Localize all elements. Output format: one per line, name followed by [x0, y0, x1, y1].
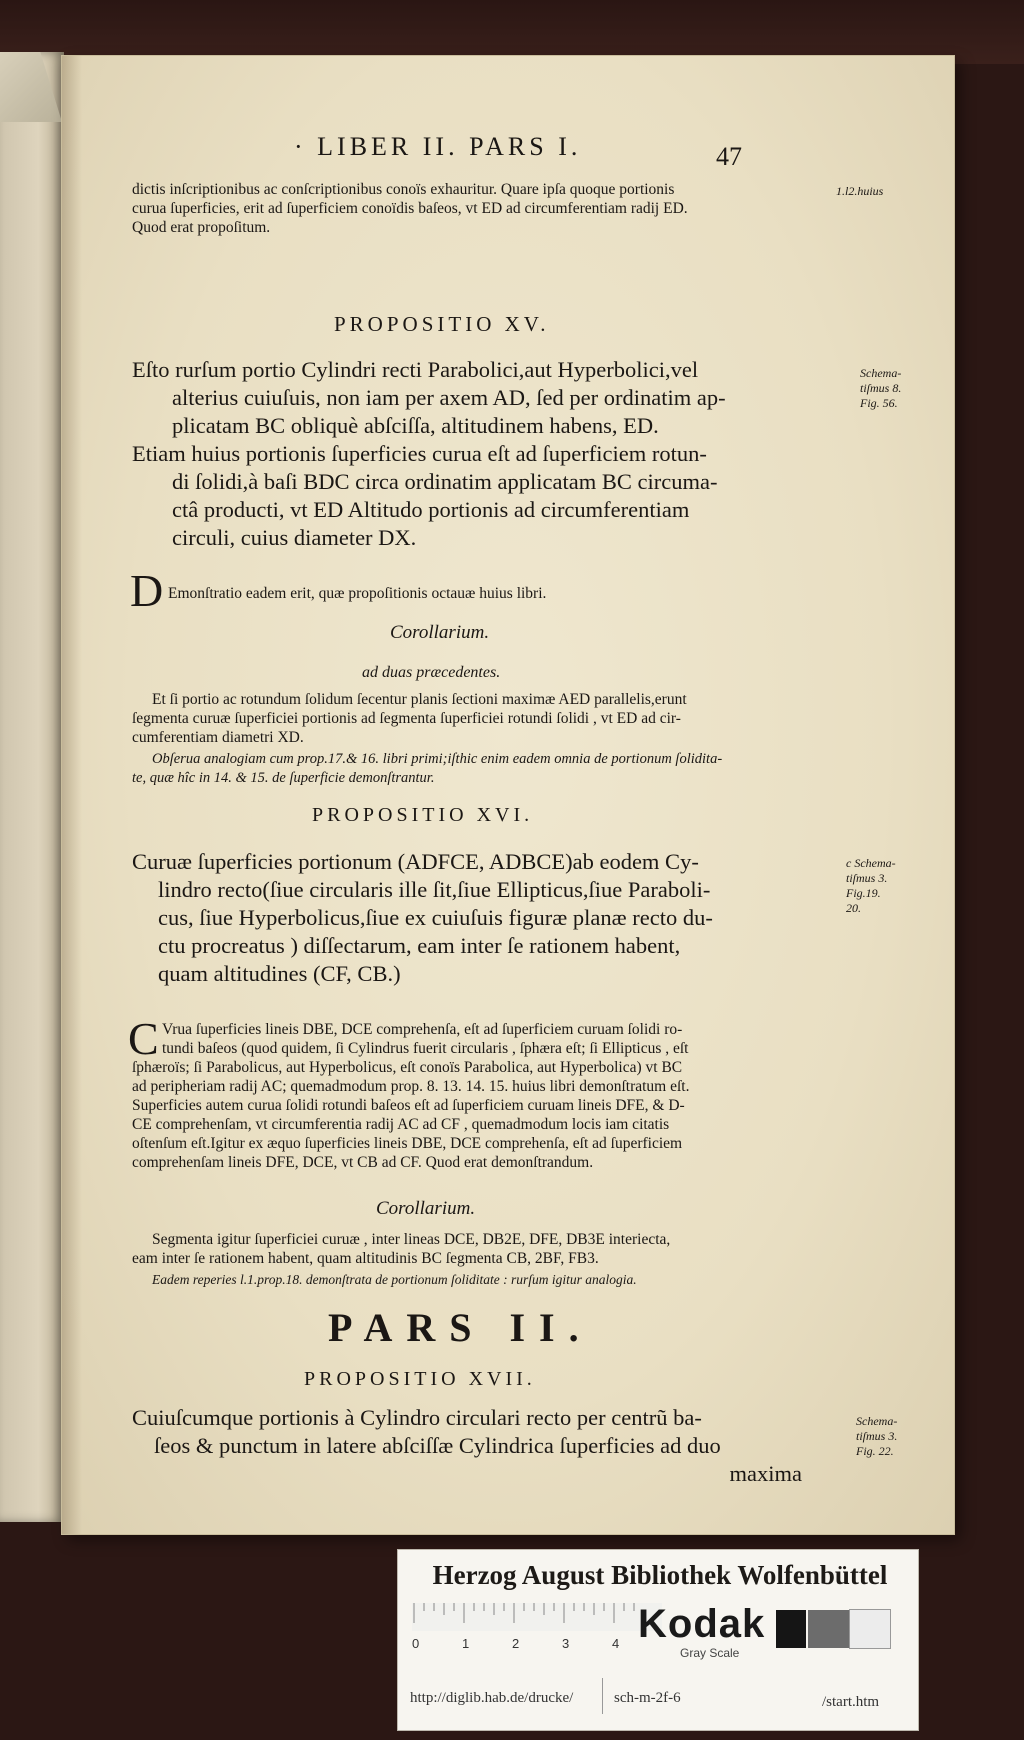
- text-line: circuli, cuius diameter DX.: [172, 525, 417, 550]
- corollary-text: [132, 1230, 852, 1268]
- text-line: cus, ſiue Hyperbolicus,ſiue ex cuiuſuis figuræ planæ recto du-: [158, 905, 713, 930]
- corollary-note: Eadem reperies l.1.prop.18. demonſtrata de portionum ſoliditate : rurſum igitur analogia.: [152, 1272, 637, 1287]
- corollary-subheading: ad duas præcedentes.: [362, 664, 501, 681]
- proposition-17-statement: [132, 1404, 852, 1488]
- opening-paragraph: [132, 180, 832, 237]
- section-heading: PARS II.: [328, 1305, 593, 1350]
- text-line: Quod erat propoſitum.: [132, 219, 271, 236]
- text-line: curua ſuperficies, erit ad ſuperficiem conoïdis baſeos, vt ED ad circumferentiam radij ED.: [132, 200, 688, 217]
- demonstration-text: [132, 1020, 852, 1172]
- ruler-scale: [412, 1603, 662, 1631]
- page-number: 47: [716, 142, 742, 171]
- text-line: Obſerua analogiam cum prop.17.& 16. libri primi;iſthic enim eadem omnia de portionum ſolidita-: [152, 751, 723, 767]
- margin-note: Schema- tiſmus 3. Fig. 22.: [856, 1414, 898, 1458]
- text-line: CE comprehenſam, vt circumferentia radij AC ad CF , quemadmodum locis iam citatis: [132, 1116, 670, 1133]
- text-line: dictis inſcriptionibus ac conſcriptionibus conoïs exhauritur. Quare ipſa quoque portionis: [132, 181, 675, 198]
- text-line: cumferentiam diametri XD.: [132, 729, 304, 746]
- dark-background: [0, 0, 1024, 64]
- proposition-15-heading: PROPOSITIO XV.: [334, 312, 550, 336]
- gutter-shadow: [62, 56, 82, 1534]
- text-line: Curuæ ſuperficies portionum (ADFCE, ADBCE)ab eodem Cy-: [132, 849, 699, 874]
- text-line: alterius cuiuſuis, non iam per axem AD, ſed per ordinatim ap-: [172, 385, 726, 410]
- drop-cap: D: [130, 565, 164, 616]
- text-line: Segmenta igitur ſuperficiei curuæ , inter lineas DCE, DB2E, DFE, DB3E interiecta,: [152, 1231, 671, 1248]
- margin-note: Schema- tiſmus 8. Fig. 56.: [860, 366, 902, 410]
- margin-note: 1.l2.huius: [836, 184, 884, 198]
- text-line: oſtenſum eſt.Igitur ex æquo ſuperficies lineis DBE, DCE comprehenſa, eſt ad ſuperficiem: [132, 1135, 683, 1152]
- shelfmark: sch-m-2f-6: [614, 1690, 681, 1706]
- library-color-card: Herzog August Bibliothek Wolfenbüttel 0 1 2 3 4 Kodak Gray Scale http://diglib.hab.de/drucke/ sch-m-2f-6 /start.htm: [398, 1550, 918, 1730]
- text-line: Etiam huius portionis ſuperficies curua eſt ad ſuperficiem rotun-: [132, 441, 707, 466]
- black-swatch: [776, 1610, 806, 1648]
- text-line: quam altitudines (CF, CB.): [158, 961, 401, 986]
- text-line: Eſto rurſum portio Cylindri recti Parabolici,aut Hyperbolici,vel: [132, 357, 699, 382]
- text-line: ſphæroïs; ſi Parabolicus, aut Hyperbolicus, eſt conoïs Parabolica, aut Hyperbolica) vt BC: [132, 1059, 683, 1076]
- gray-swatch: [808, 1610, 850, 1648]
- text-line: plicatam BC obliquè abſciſſa, altitudinem habens, ED.: [172, 413, 659, 438]
- text-line: maxima: [729, 1461, 802, 1486]
- corollary-text: [132, 690, 852, 747]
- page-corner: [0, 52, 62, 122]
- book-page: [62, 56, 954, 1534]
- light-swatch: [850, 1610, 890, 1648]
- text-line: eam inter ſe rationem habent, quam altitudinis BC ſegmenta CB, 2BF, FB3.: [132, 1250, 599, 1267]
- text-line: di ſolidi,à baſi BDC circa ordinatim applicatam BC circuma-: [172, 469, 718, 494]
- text-line: ſeos & punctum in latere abſciſſæ Cylindrica ſuperficies ad duo: [154, 1433, 721, 1458]
- text-line: tundi baſeos (quod quidem, ſi Cylindrus fuerit circularis , ſphæra eſt; ſi Ellipticus , eſt: [162, 1040, 689, 1057]
- gray-scale-label: Gray Scale: [680, 1646, 740, 1660]
- start-page: /start.htm: [822, 1694, 880, 1710]
- base-url: http://diglib.hab.de/drucke/: [410, 1690, 574, 1706]
- drop-cap: C: [128, 1013, 159, 1064]
- kodak-logo: Kodak: [638, 1602, 766, 1646]
- facing-page-edge: [0, 52, 64, 1522]
- proposition-16-heading: PROPOSITIO XVI.: [312, 804, 534, 826]
- text-line: comprehenſam lineis DFE, DCE, vt CB ad CF. Quod erat demonſtrandum.: [132, 1154, 594, 1171]
- text-line: ctâ producti, vt ED Altitudo portionis ad circumferentiam: [172, 497, 690, 522]
- text-line: ſegmenta curuæ ſuperficiei portionis ad ſegmenta ſuperficiei rotundi ſolidi , vt ED ad cir-: [132, 710, 681, 727]
- text-line: Et ſi portio ac rotundum ſolidum ſecentur planis ſectioni maximæ AED parallelis,erunt: [152, 691, 687, 708]
- text-line: Superficies autem curua ſolidi rotundi baſeos eſt ad ſuperficiem curuam lineis DFE, & D-: [132, 1097, 685, 1114]
- proposition-17-heading: PROPOSITIO XVII.: [304, 1368, 536, 1390]
- proposition-15-statement: [132, 356, 852, 552]
- text-line: Cuiuſcumque portionis à Cylindro circulari recto per centrũ ba-: [132, 1405, 702, 1430]
- corollary-heading: Corollarium.: [376, 1198, 476, 1219]
- text-line: ad peripheriam radij AC; quemadmodum prop. 8. 13. 14. 15. huius libri demonſtratum eſt.: [132, 1078, 690, 1095]
- proposition-16-statement: [132, 848, 852, 988]
- text-line: Vrua ſuperficies lineis DBE, DCE comprehenſa, eſt ad ſuperficiem curuam ſolidi ro-: [162, 1021, 683, 1038]
- divider: [602, 1678, 603, 1714]
- running-title: · LIBER II. PARS I.: [294, 132, 582, 161]
- corollary-heading: Corollarium.: [390, 622, 490, 643]
- text-line: ctu procreatus ) diſſectarum, eam inter ſe rationem habent,: [158, 933, 681, 958]
- corollary-note: [132, 750, 852, 788]
- text-line: te, quæ hîc in 14. & 15. de ſuperficie demonſtrantur.: [132, 770, 435, 786]
- margin-note: c Schema- tiſmus 3. Fig.19. 20.: [846, 856, 896, 915]
- library-name: Herzog August Bibliothek Wolfenbüttel: [432, 1560, 888, 1590]
- text-line: lindro recto(ſiue circularis ille ſit,ſiue Ellipticus,ſiue Paraboli-: [158, 877, 711, 902]
- demonstration-text: Emonſtratio eadem erit, quæ propoſitionis octauæ huius libri.: [168, 585, 547, 602]
